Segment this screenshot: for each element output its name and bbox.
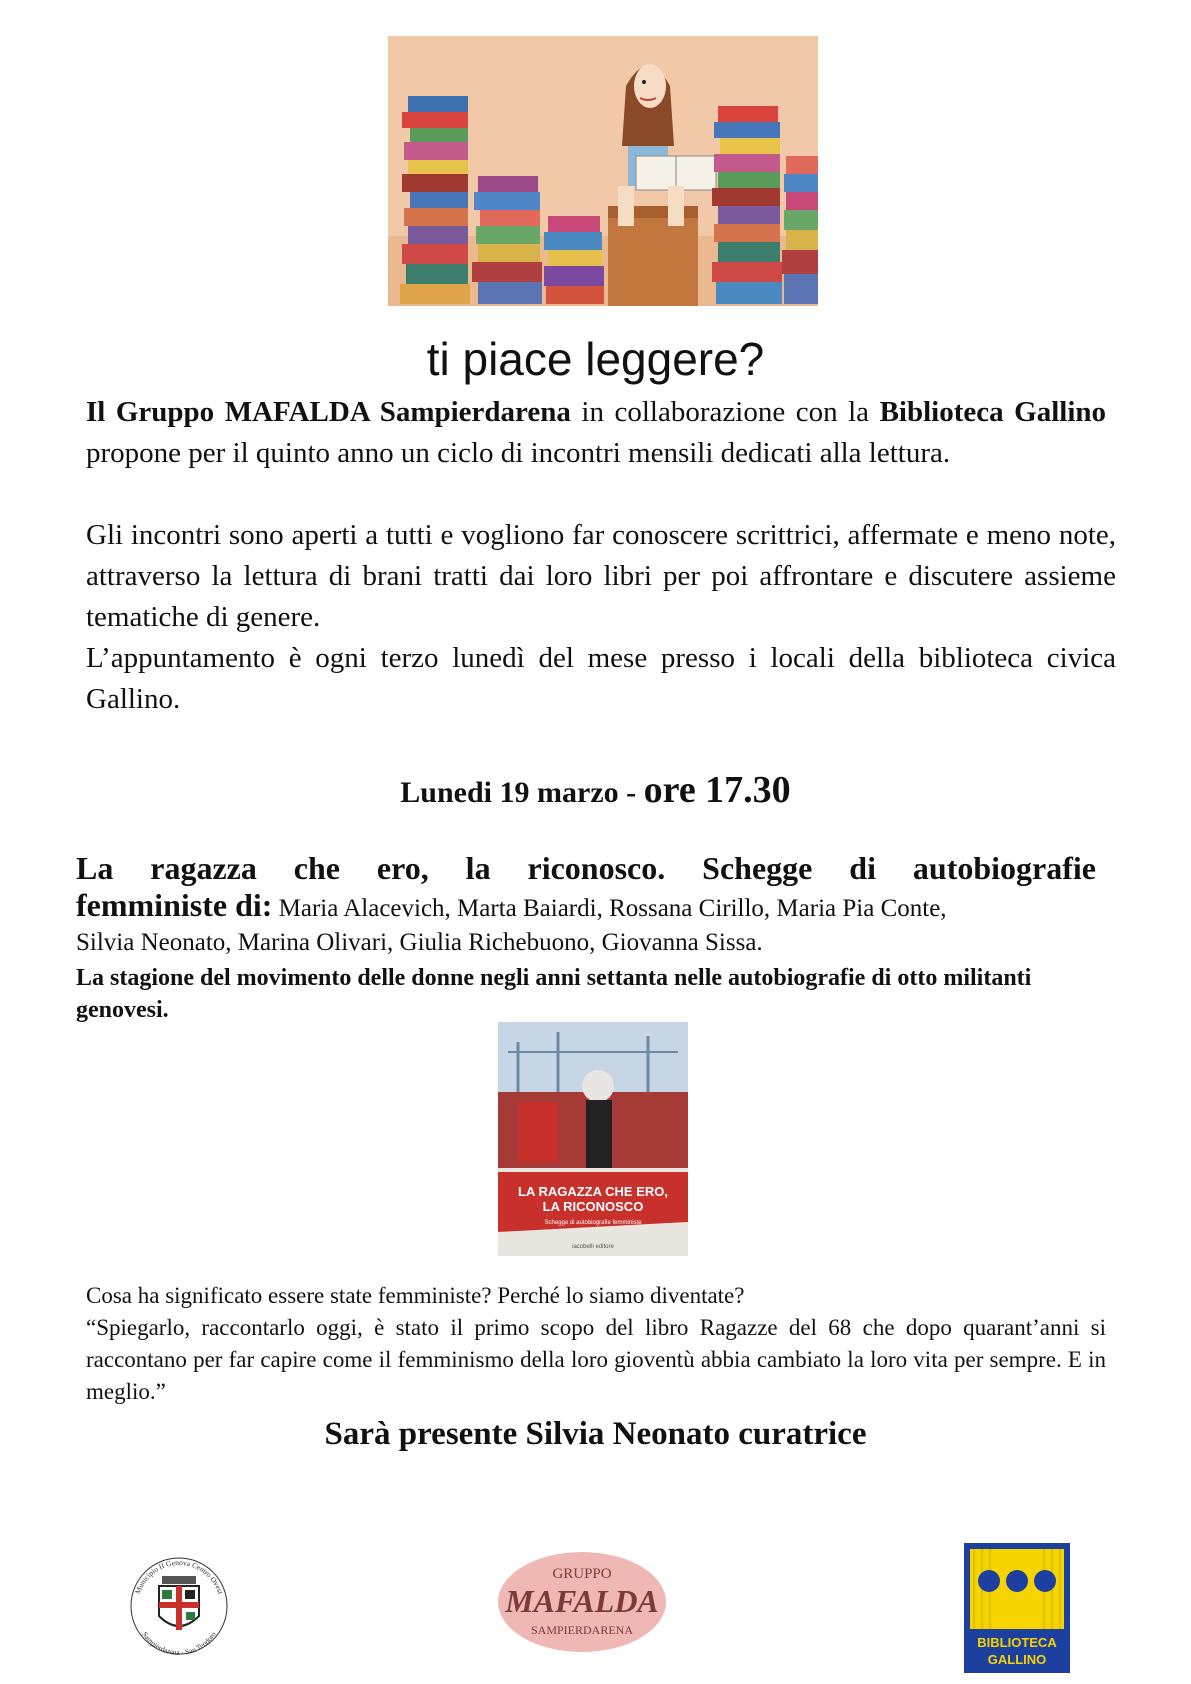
appointment-paragraph: L’appuntamento è ogni terzo lunedì del mese presso i locali della biblioteca civica Gallino. (86, 642, 1116, 715)
cover-title-1: LA RAGAZZA CHE ERO, (518, 1184, 668, 1199)
cover-title-2: LA RICONOSCO (542, 1199, 644, 1214)
book-subtitle: La stagione del movimento delle donne negli anni settanta nelle autobiografie di otto militanti genovesi. (76, 965, 1032, 1023)
headline: ti piace leggere? (426, 333, 765, 385)
quote-block (86, 1280, 1106, 1408)
cover-subtitle: Schegge di autobiografie femministe (544, 1220, 642, 1226)
biblioteca-gallino-logo (964, 1543, 1070, 1673)
mafalda-line-2: MAFALDA (505, 1583, 659, 1619)
authors-1: Maria Alacevich, Marta Baiardi, Rossana Cirillo, Maria Pia Conte, (272, 895, 947, 922)
event-day: Lunedi 19 marzo (400, 776, 619, 809)
book-cover-image (498, 1022, 688, 1256)
group-name: Il Gruppo MAFALDA Sampierdarena (86, 396, 571, 428)
event-time: ore 17.30 (643, 769, 791, 811)
intro-text-a: in collaborazione con la (570, 396, 880, 428)
mafalda-logo (496, 1550, 668, 1654)
biblioteca-line-1: BIBLIOTECA (977, 1635, 1057, 1650)
book-title-block (76, 848, 1096, 960)
intro-text-b: propone per il quinto anno un ciclo di incontri mensili dedicati alla lettura. (86, 437, 951, 469)
biblioteca-gallino-icon (964, 1543, 1070, 1673)
biblioteca-line-2: GALLINO (987, 1652, 1047, 1667)
municipio-ring-bottom: Sampierdarena · San Teodoro (140, 1629, 218, 1658)
mafalda-oval-logo (496, 1550, 668, 1654)
municipio-logo (124, 1546, 234, 1666)
presenter-line: Sarà presente Silvia Neonato curatrice (324, 1416, 867, 1452)
meetings-paragraph: Gli incontri sono aperti a tutti e vogliono far conoscere scrittrici, affermate e meno note, attraverso la lettura di brani tratti dai loro libri per poi affrontare e discutere assieme tematiche di genere. (86, 519, 1116, 633)
event-separator: - (618, 776, 644, 809)
cover-publisher: iacobelli editore (572, 1244, 614, 1250)
hero-illustration (388, 36, 818, 306)
mafalda-line-1: GRUPPO (552, 1566, 612, 1582)
book-title-end: femministe di: (76, 887, 273, 923)
municipio-ring-top: Municipio II Genova Centro Ovest (133, 1557, 226, 1596)
book-cover (498, 1022, 688, 1256)
mafalda-line-3: SAMPIERDARENA (530, 1623, 634, 1637)
event-date (0, 768, 1191, 812)
book-authors-line-2: Silvia Neonato, Marina Olivari, Giulia Richebuono, Giovanna Sissa. (76, 929, 763, 956)
quote-body: “Spiegarlo, raccontarlo oggi, è stato il primo scopo del libro Ragazze del 68 che dopo quarant’anni si raccontano per far capire come il femminismo della loro gioventù abbia cambiato la loro vita per sempre. E in meglio.” (86, 1315, 1106, 1404)
intro-paragraph (86, 392, 1106, 474)
library-name: Biblioteca Gallino (879, 396, 1107, 428)
municipio-crest-icon (124, 1546, 234, 1666)
girl-reading-books-illustration (388, 36, 818, 306)
book-title: La ragazza che ero, la riconosco. Schegge di autobiografie (76, 850, 1096, 886)
quote-question: Cosa ha significato essere state femministe? Perché lo siamo diventate? (86, 1283, 745, 1308)
book-authors-line-1 (76, 888, 1096, 926)
